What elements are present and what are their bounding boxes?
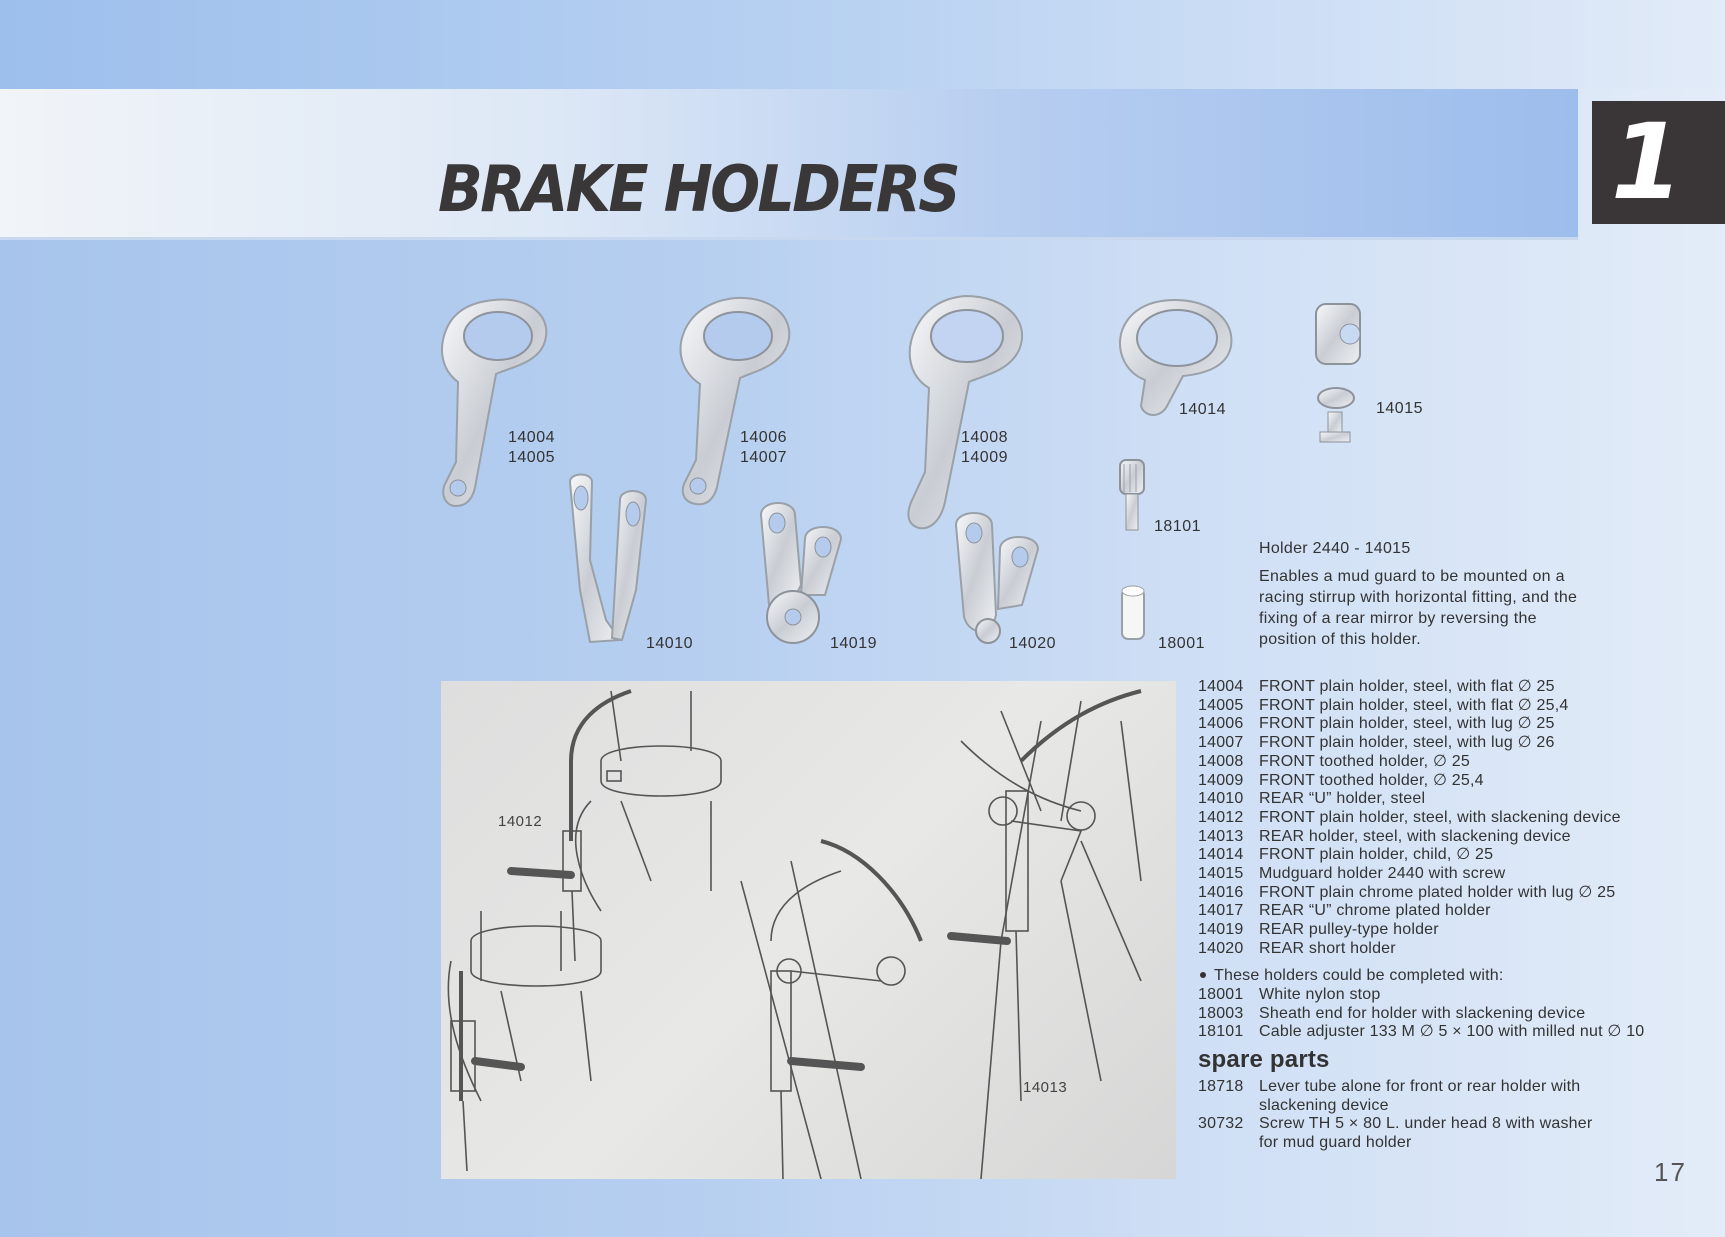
part-code: 14013 [1198, 827, 1244, 845]
completed-note [1198, 967, 1504, 985]
spare-parts-title: spare parts [1198, 1046, 1330, 1073]
chapter-tab [1592, 101, 1725, 224]
label-14019: 14019 [830, 635, 877, 652]
label-14005: 14005 [508, 449, 555, 466]
holder-14006-illustration [668, 292, 818, 517]
label-18001: 18001 [1158, 635, 1205, 652]
list-item [1198, 1115, 1599, 1152]
list-item [1198, 1023, 1644, 1042]
chapter-number: 1 [1610, 101, 1684, 223]
label-14004: 14004 [508, 429, 555, 446]
spare-parts-list [1198, 1078, 1599, 1153]
list-item [1198, 828, 1621, 847]
part-code: 14006 [1198, 715, 1244, 733]
list-item [1198, 940, 1621, 959]
part-code: 14008 [1198, 752, 1244, 770]
accessory-code: 18003 [1198, 1004, 1244, 1022]
label-14006: 14006 [740, 429, 787, 446]
part-description: REAR “U” holder, steel [1259, 790, 1426, 808]
drawing-label-14013: 14013 [1023, 1079, 1068, 1096]
part-description: FRONT plain holder, steel, with flat ∅ 25 [1259, 678, 1555, 695]
part-code: 14007 [1198, 734, 1244, 752]
list-item [1198, 734, 1621, 753]
part-code: 14004 [1198, 678, 1244, 695]
mudguard-holder-14015-illustration [1310, 294, 1390, 454]
label-14007: 14007 [740, 449, 787, 466]
part-description: FRONT plain holder, steel, with slackening device [1259, 808, 1621, 826]
part-description: REAR holder, steel, with slackening device [1259, 827, 1571, 845]
label-18101: 18101 [1154, 518, 1201, 535]
accessories-list [1198, 986, 1644, 1042]
accessory-description: Sheath end for holder with slackening device [1259, 1004, 1586, 1022]
technical-drawing [441, 681, 1176, 1179]
part-code: 14014 [1198, 846, 1244, 864]
part-description: Mudguard holder 2440 with screw [1259, 865, 1506, 883]
nylon-stop-18001-illustration [1112, 583, 1152, 653]
cable-adjuster-18101-illustration [1112, 456, 1152, 536]
spare-description: Screw TH 5 × 80 L. under head 8 with washer for mud guard holder [1259, 1115, 1593, 1152]
title-band-edge [0, 237, 1578, 240]
holder-14020-illustration [950, 505, 1050, 655]
holder-note-description: Enables a mud guard to be mounted on a racing stirrup with horizontal fitting, and the fixing of a rear mirror by reversing the position of this holder. [1259, 568, 1578, 648]
list-item [1198, 846, 1621, 865]
part-code: 14012 [1198, 808, 1244, 826]
part-description: FRONT plain holder, child, ∅ 25 [1259, 846, 1494, 864]
part-description: REAR pulley-type holder [1259, 921, 1439, 939]
accessory-code: 18101 [1198, 1023, 1244, 1041]
part-description: FRONT toothed holder, ∅ 25,4 [1259, 771, 1484, 789]
holder-14010-illustration [560, 470, 660, 650]
part-code: 14009 [1198, 771, 1244, 789]
label-14014: 14014 [1179, 401, 1226, 418]
part-description: FRONT plain holder, steel, with flat ∅ 25,4 [1259, 696, 1569, 714]
bullet-icon [1200, 972, 1206, 978]
part-code: 14015 [1198, 865, 1244, 883]
part-description: REAR “U” chrome plated holder [1259, 902, 1491, 920]
accessory-description: White nylon stop [1259, 986, 1381, 1003]
holder-14019-illustration [755, 495, 855, 655]
part-code: 14005 [1198, 696, 1244, 714]
part-description: FRONT plain holder, steel, with lug ∅ 26 [1259, 734, 1555, 752]
list-item [1198, 678, 1621, 697]
holder-note-title: Holder 2440 - 14015 [1259, 540, 1411, 557]
list-item [1198, 921, 1621, 940]
part-code: 14016 [1198, 883, 1244, 901]
label-14015: 14015 [1376, 400, 1423, 417]
label-14008: 14008 [961, 429, 1008, 446]
completed-note-text: These holders could be completed with: [1214, 967, 1504, 984]
spare-code: 30732 [1198, 1115, 1244, 1133]
parts-list [1198, 678, 1621, 959]
part-code: 14017 [1198, 902, 1244, 920]
spare-description: Lever tube alone for front or rear holder with slackening device [1259, 1078, 1581, 1114]
part-description: FRONT toothed holder, ∅ 25 [1259, 752, 1470, 770]
part-description: FRONT plain chrome plated holder with lug ∅ 25 [1259, 883, 1616, 901]
top-band [0, 0, 1725, 89]
list-item [1198, 809, 1621, 828]
part-code: 14010 [1198, 790, 1244, 808]
list-item [1198, 753, 1621, 772]
label-14009: 14009 [961, 449, 1008, 466]
part-description: FRONT plain holder, steel, with lug ∅ 25 [1259, 715, 1555, 733]
list-item [1198, 772, 1621, 791]
part-code: 14019 [1198, 921, 1244, 939]
list-item [1198, 865, 1621, 884]
list-item [1198, 1078, 1599, 1115]
label-14010: 14010 [646, 635, 693, 652]
list-item [1198, 1005, 1644, 1024]
accessory-description: Cable adjuster 133 M ∅ 5 × 100 with milled nut ∅ 10 [1259, 1023, 1645, 1041]
page-number: 17 [1654, 1157, 1687, 1187]
list-item [1198, 790, 1621, 809]
list-item [1198, 902, 1621, 921]
accessory-code: 18001 [1198, 986, 1244, 1003]
drawing-label-14012: 14012 [498, 813, 543, 830]
drawing-lines [441, 681, 1176, 1179]
part-code: 14020 [1198, 939, 1244, 957]
label-14020: 14020 [1009, 635, 1056, 652]
page-title: BRAKE HOLDERS [438, 153, 958, 227]
spare-code: 18718 [1198, 1078, 1244, 1095]
part-description: REAR short holder [1259, 939, 1396, 957]
list-item [1198, 884, 1621, 903]
list-item [1198, 715, 1621, 734]
list-item [1198, 697, 1621, 716]
list-item [1198, 986, 1644, 1005]
